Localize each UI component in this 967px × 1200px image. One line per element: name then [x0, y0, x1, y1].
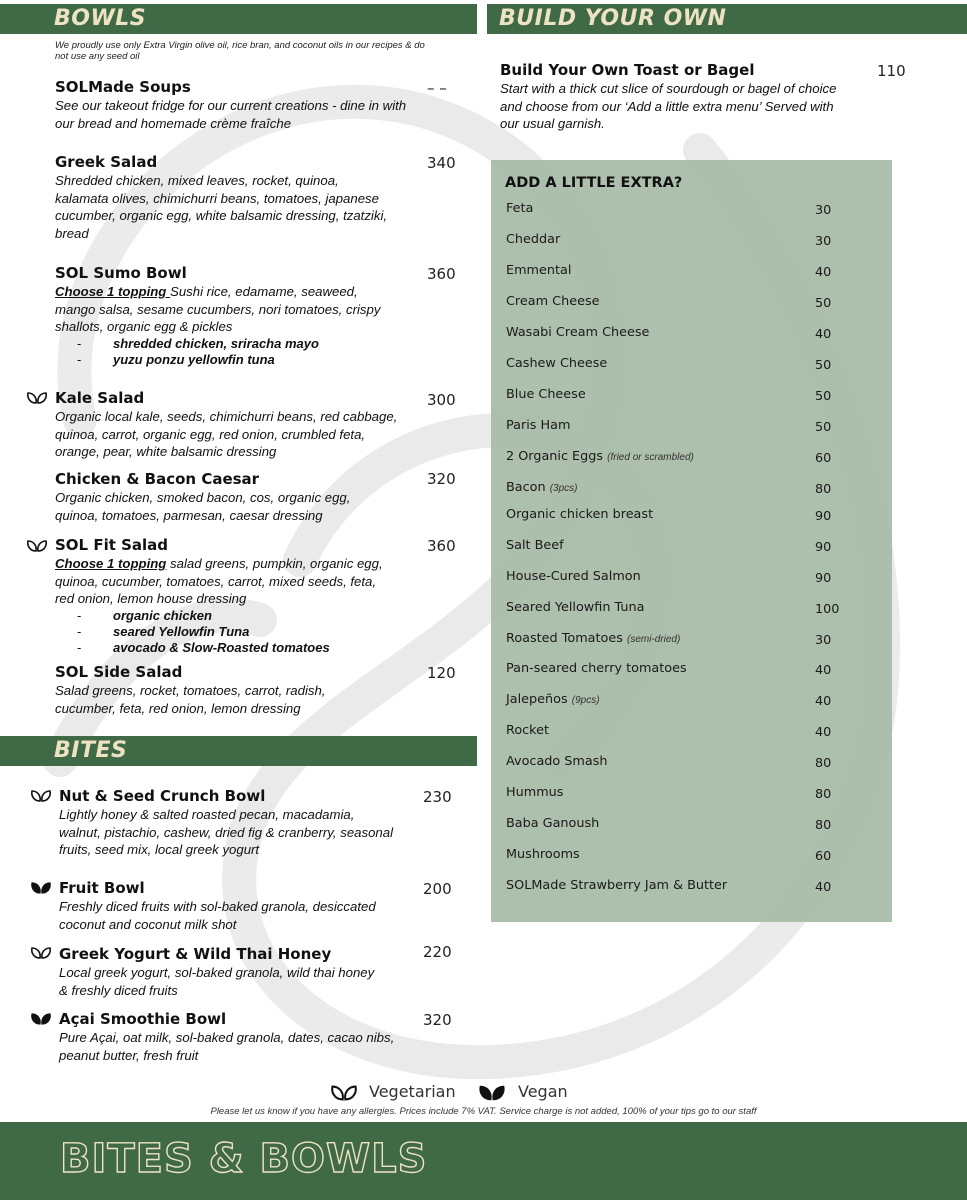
extra-item-price: 80 — [815, 818, 832, 833]
extra-item-price: 50 — [815, 296, 832, 311]
extra-item — [506, 569, 836, 584]
extra-item-price: 40 — [815, 265, 832, 280]
extra-item-name: Cheddar — [506, 232, 561, 247]
menu-item-fit-salad — [55, 535, 385, 656]
vegan-legend-icon — [477, 1084, 507, 1102]
extra-item-name: 2 Organic Eggs — [506, 449, 604, 464]
extra-item-name: Paris Ham — [506, 418, 571, 433]
extra-item-name: Cashew Cheese — [506, 356, 608, 371]
extra-item-price: 80 — [815, 482, 832, 497]
extra-item-price: 60 — [815, 849, 832, 864]
item-name: Build Your Own Toast or Bagel — [500, 61, 755, 79]
extra-item-price: 90 — [815, 540, 832, 555]
menu-item-build-toast — [500, 60, 850, 133]
item-price: 320 — [427, 470, 456, 488]
item-description: Organic chicken, smoked bacon, cos, organic egg, quinoa, tomatoes, parmesan, caesar dressing — [55, 490, 351, 523]
footer-banner — [0, 1122, 967, 1200]
legend-vegan: Vegan — [518, 1082, 568, 1101]
item-description: Choose 1 topping salad greens, pumpkin, organic egg, quinoa, cucumber, tomatoes, carrot, mixed seeds, feta, red onion, lemon house dressing — [55, 556, 383, 606]
extra-item-name: Wasabi Cream Cheese — [506, 325, 650, 340]
extra-item-price: 50 — [815, 420, 832, 435]
item-description: Freshly diced fruits with sol-baked granola, desiccated coconut and coconut milk shot — [59, 899, 376, 932]
topping-option: - avocado & Slow-Roasted tomatoes — [77, 639, 330, 655]
extra-item — [506, 387, 836, 402]
footer-logo: BITES & BOWLS — [60, 1136, 428, 1182]
extra-item-name: Pan-seared cherry tomatoes — [506, 661, 687, 676]
topping-lead: Choose 1 topping — [55, 284, 171, 299]
extra-item-name: Mushrooms — [506, 847, 580, 862]
item-description: Local greek yogurt, sol-baked granola, wild thai honey & freshly diced fruits — [59, 965, 375, 998]
extra-item-name: SOLMade Strawberry Jam & Butter — [506, 878, 728, 893]
menu-item-acai-bowl — [59, 1009, 404, 1064]
menu-item-soups — [55, 77, 425, 132]
item-price: 300 — [427, 391, 456, 409]
extra-item-name: Cream Cheese — [506, 294, 600, 309]
bowls-header: BOWLS — [0, 4, 477, 34]
extra-item-name: Rocket — [506, 723, 550, 738]
extra-item-name: Avocado Smash — [506, 754, 608, 769]
item-price: 220 — [423, 943, 452, 961]
item-name: SOL Side Salad — [55, 663, 183, 681]
extra-item — [506, 661, 836, 676]
extra-item-name: Salt Beef — [506, 538, 564, 553]
menu-item-greek-salad — [55, 152, 395, 242]
extra-item — [506, 723, 836, 738]
extra-item-note: (3pcs) — [549, 483, 578, 494]
extra-item-name: Organic chicken breast — [506, 507, 654, 522]
extra-item-price: 30 — [815, 203, 832, 218]
menu-item-caesar — [55, 469, 395, 524]
legend-vegetarian: Vegetarian — [369, 1082, 456, 1101]
menu-item-side-salad — [55, 662, 375, 717]
extra-item-name: Blue Cheese — [506, 387, 586, 402]
menu-item-kale-salad — [55, 388, 405, 461]
item-price: – – — [427, 79, 447, 97]
extra-item-price: 30 — [815, 234, 832, 249]
extra-item — [506, 480, 836, 495]
extra-item-price: 90 — [815, 509, 832, 524]
extra-item-price: 40 — [815, 327, 832, 342]
extra-item-name: Feta — [506, 201, 534, 216]
item-price: 360 — [427, 537, 456, 555]
extra-item-name: Emmental — [506, 263, 572, 278]
extra-item — [506, 600, 840, 617]
extra-item-price: 50 — [815, 358, 832, 373]
extra-item-name: House-Cured Salmon — [506, 569, 641, 584]
extra-item-price: 80 — [815, 756, 832, 771]
menu-item-greek-yogurt — [59, 944, 379, 999]
item-price: 120 — [427, 664, 456, 682]
topping-option: - yuzu ponzu yellowfin tuna — [77, 351, 275, 367]
vegan-leaf-icon — [30, 881, 52, 895]
item-price: 320 — [423, 1011, 452, 1029]
item-name: Açai Smoothie Bowl — [59, 1010, 227, 1028]
menu-item-fruit-bowl — [59, 878, 379, 933]
item-name: Greek Yogurt & Wild Thai Honey — [59, 945, 332, 963]
item-description: Choose 1 topping Sushi rice, edamame, seaweed, mango salsa, sesame cucumbers, nori tomatoes, crispy shallots, organic egg & pickles — [55, 284, 381, 334]
topping-option: - shredded chicken, sriracha mayo — [77, 335, 319, 351]
extra-item — [506, 263, 836, 278]
extra-item-price: 40 — [815, 663, 832, 678]
item-name: SOL Fit Salad — [55, 536, 169, 554]
item-name: Greek Salad — [55, 153, 158, 171]
build-your-own-header: BUILD YOUR OWN — [487, 4, 967, 34]
extra-item — [506, 878, 836, 893]
extra-item — [506, 538, 836, 553]
item-name: Nut & Seed Crunch Bowl — [59, 787, 266, 805]
extra-item-name: Hummus — [506, 785, 564, 800]
vegetarian-leaf-icon — [26, 391, 48, 405]
extra-item-price: 80 — [815, 787, 832, 802]
item-name: SOLMade Soups — [55, 78, 191, 96]
menu-item-nut-seed-bowl — [59, 786, 399, 859]
item-description: Pure Açai, oat milk, sol-baked granola, dates, cacao nibs, peanut butter, fresh fruit — [59, 1030, 395, 1063]
vegan-leaf-icon — [30, 1012, 52, 1026]
topping-option: - seared Yellowfin Tuna — [77, 623, 250, 639]
extra-item-price: 100 — [815, 602, 840, 617]
extra-item — [506, 325, 836, 340]
topping-option: - organic chicken — [77, 607, 212, 623]
extra-item-note: (fried or scrambled) — [607, 452, 694, 463]
item-name: Kale Salad — [55, 389, 145, 407]
extra-item — [506, 449, 836, 464]
extra-item-price: 40 — [815, 880, 832, 895]
item-description: Start with a thick cut slice of sourdough or bagel of choice and choose from our ‘Add a little extra menu’ Served with our usual garnish. — [500, 81, 837, 131]
item-description: Organic local kale, seeds, chimichurri beans, red cabbage, quinoa, carrot, organic egg, red onion, crumbled feta, orange, pear, white balsamic dressing — [55, 409, 398, 459]
extra-item-price: 30 — [815, 633, 832, 648]
extra-item — [506, 847, 836, 862]
extras-title: ADD A LITTLE EXTRA? — [505, 175, 683, 191]
item-price: 200 — [423, 880, 452, 898]
vegetarian-leaf-icon — [30, 789, 52, 803]
extra-item — [506, 692, 836, 707]
extra-item-price: 40 — [815, 725, 832, 740]
item-price: 340 — [427, 154, 456, 172]
bites-header: BITES — [0, 736, 477, 766]
menu-item-sumo-bowl — [55, 263, 395, 368]
vegetarian-leaf-icon — [26, 539, 48, 553]
extra-item — [506, 507, 836, 522]
extra-item-price: 50 — [815, 389, 832, 404]
vegetarian-legend-icon — [329, 1084, 359, 1102]
item-description: See our takeout fridge for our current creations - dine in with our bread and homemade crème fraîche — [55, 98, 407, 131]
extra-item — [506, 356, 836, 371]
vegetarian-leaf-icon — [30, 946, 52, 960]
item-price: 110 — [877, 62, 906, 80]
item-description: Shredded chicken, mixed leaves, rocket, quinoa, kalamata olives, chimichurri beans, tomatoes, japanese cucumber, organic egg, white balsamic dressing, tzatziki, bread — [55, 173, 388, 241]
extra-item-name: Jalepeños — [506, 692, 568, 707]
extra-item-name: Roasted Tomatoes — [506, 631, 623, 646]
oil-note: We proudly use only Extra Virgin olive oil, rice bran, and coconut oils in our recipes & do not use any seed oil — [55, 40, 425, 62]
extra-item — [506, 785, 836, 800]
item-name: Fruit Bowl — [59, 879, 145, 897]
extra-item-name: Bacon — [506, 480, 546, 495]
extra-item — [506, 631, 836, 646]
extra-item — [506, 232, 836, 247]
item-description: Lightly honey & salted roasted pecan, macadamia, walnut, pistachio, cashew, dried fig & cranberry, seasonal fruits, seed mix, local greek yogurt — [59, 807, 394, 857]
extra-item — [506, 201, 836, 216]
item-price: 230 — [423, 788, 452, 806]
extra-item-price: 60 — [815, 451, 832, 466]
extra-item — [506, 294, 836, 309]
extra-item-name: Baba Ganoush — [506, 816, 600, 831]
extra-item — [506, 418, 836, 433]
item-description: Salad greens, rocket, tomatoes, carrot, radish, cucumber, feta, red onion, lemon dressing — [55, 683, 326, 716]
extra-item — [506, 754, 836, 769]
item-name: Chicken & Bacon Caesar — [55, 470, 260, 488]
extra-item-name: Seared Yellowfin Tuna — [506, 600, 645, 615]
item-price: 360 — [427, 265, 456, 283]
extra-item — [506, 816, 836, 831]
allergy-note: Please let us know if you have any allergies. Prices include 7% VAT. Service charge is not added, 100% of your tips go to our staff — [210, 1106, 757, 1117]
extra-item-note: (semi-dried) — [626, 634, 681, 645]
topping-lead: Choose 1 topping — [55, 556, 167, 571]
item-name: SOL Sumo Bowl — [55, 264, 187, 282]
extra-item-note: (9pcs) — [571, 695, 600, 706]
extra-item-price: 40 — [815, 694, 832, 709]
extra-item-price: 90 — [815, 571, 832, 586]
